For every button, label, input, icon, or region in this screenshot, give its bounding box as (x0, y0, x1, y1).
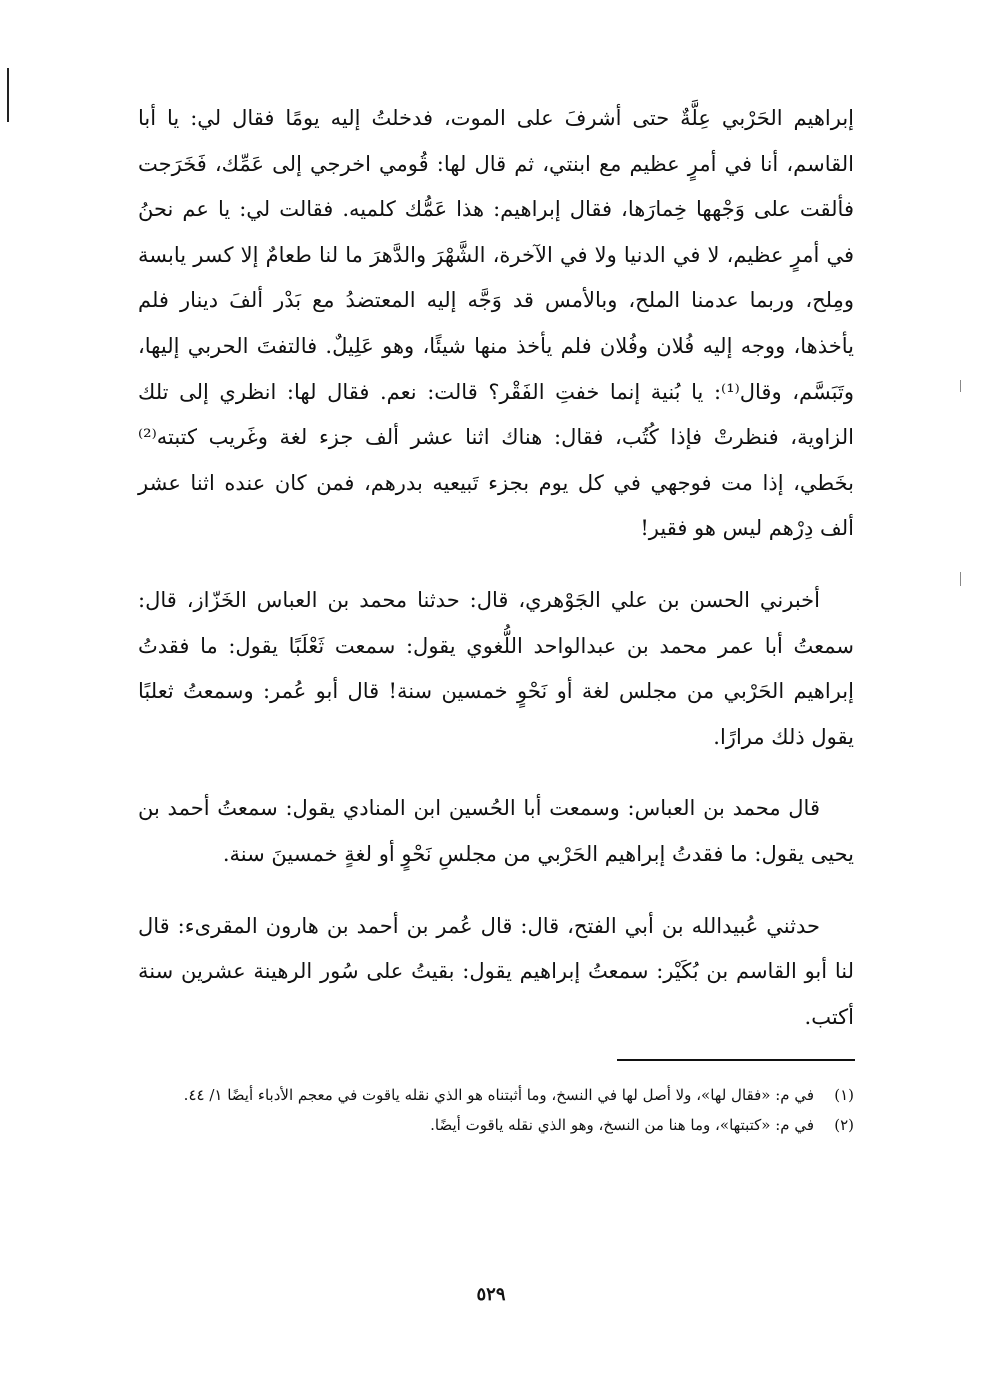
paragraph: حدثني عُبيدالله بن أبي الفتح، قال: قال عُمر بن أحمد بن هارون المقرىء: قال لنا أبو القاسم بن بُكَيْر: سمعتُ إبراهيم يقول: بقيتُ على سُور الرهينة عشرين سنة أكتب. (138, 913, 855, 1029)
footnote-separator (617, 1059, 855, 1061)
footnote-text: في م: «فقال لها»، ولا أصل لها في النسخ، وما أثبتناه هو الذي نقله ياقوت في معجم الأدباء أيضًا ١/ ٤٤. (183, 1086, 814, 1104)
page-number: ٥٢٩ (476, 1284, 506, 1305)
paragraph: إبراهيم الحَرْبي عِلَّةٌ حتى أشرفَ على الموت، فدخلتُ إليه يومًا فقال لي: يا أبا القاسم، أنا في أمرٍ عظيم مع ابنتي، ثم قال لها: قُومي اخرجي إلى عَمِّك، فَخَرَجت فألقت على وَجْهها خِمارَها، فقال إبراهيم: هذا عَمُّك كلميه. فقالت لي: يا عم نحنُ في أمرٍ عظيم، لا في الدنيا ولا في الآخرة، الشَّهْرَ والدَّهرَ ما لنا طعامٌ إلا كسر يابسة ومِلح، وربما عدمنا الملح، وبالأمس قد وَجَّه إليه المعتضدُ مع بَدْر ألفَ دينار فلم يأخذها، ووجه إليه فُلان وفُلان فلم يأخذ منها شيئًا، وهو عَلِيلٌ. فالتفتَ الحربي إليها، وتَبَسَّم، وقال⁽¹⁾: يا بُنية إنما خفتِ الفَقْر؟ قالت: نعم. فقال لها: انظري إلى تلك الزاوية، فنظرتْ فإذا كُتُب، فقال: هناك اثنا عشر ألف جزء لغة وغَريب كتبته⁽²⁾ بخَطي، إذا مت فوجهي في كل يوم بجزء تَبيعيه بدرهم، فمن كان عنده اثنا عشر ألف دِرْهم ليس هو فقير! (138, 106, 855, 541)
footnote (138, 1080, 854, 1110)
paragraph: أخبرني الحسن بن علي الجَوْهري، قال: حدثنا محمد بن العباس الخَزّاز، قال: سمعتُ أبا عمر محمد بن عبدالواحد اللُّغوي يقول: سمعت ثَعْلَبًا يقول: ما فقدتُ إبراهيم الحَرْبي من مجلس لغة أو نَحْوٍ خمسين سنة! قال أبو عُمر: وسمعتُ ثعلبًا يقول ذلك مرارًا. (138, 587, 854, 749)
footnote-text: في م: «كتبتها»، وما هنا من النسخ، وهو الذي نقله ياقوت أيضًا. (430, 1116, 814, 1134)
scan-margin-mark (7, 68, 9, 122)
scan-margin-dot (960, 572, 961, 586)
footnote-number: (٢) (834, 1116, 854, 1134)
footnotes (138, 1080, 854, 1140)
main-text (138, 96, 854, 1066)
footnote (138, 1110, 854, 1140)
paragraph: قال محمد بن العباس: وسمعت أبا الحُسين ابن المنادي يقول: سمعتُ أحمد بن يحيى يقول: ما فقدتُ إبراهيم الحَرْبي من مجلسِ نَحْوٍ أو لغةٍ خمسينَ سنة. (138, 796, 854, 866)
footnote-number: (١) (834, 1086, 854, 1104)
scan-margin-dot (960, 380, 961, 392)
